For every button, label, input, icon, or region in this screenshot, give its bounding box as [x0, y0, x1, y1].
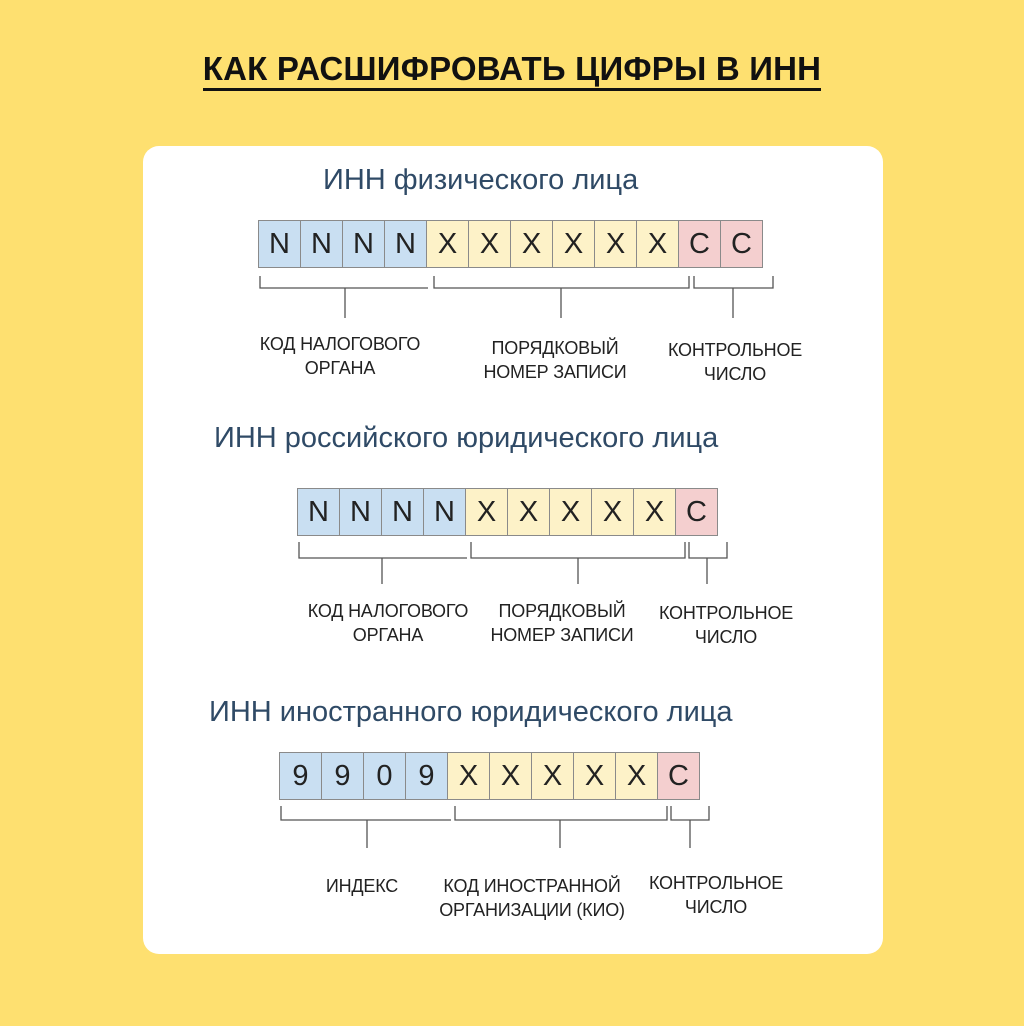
cells-individual [258, 220, 763, 268]
digit-cell-n: N [300, 220, 343, 268]
brace-check-individual [694, 276, 773, 318]
digit-cell-c: C [720, 220, 763, 268]
section-title-individual: ИНН физического лица [323, 164, 639, 196]
brace-index-foreign [281, 806, 451, 848]
label-line: НОМЕР ЗАПИСИ [483, 362, 627, 382]
label-record-russian [490, 599, 633, 647]
digit-cell-x: X [510, 220, 553, 268]
digit-cell-x: X [591, 488, 634, 536]
label-check-individual [668, 338, 802, 386]
digit-cell-x: X [615, 752, 658, 800]
digit-cell-n: 0 [363, 752, 406, 800]
section-title-russian-entity: ИНН российского юридического лица [214, 422, 719, 454]
digit-cell-n: 9 [405, 752, 448, 800]
label-record-individual [483, 336, 626, 384]
digit-cell-x: X [468, 220, 511, 268]
label-line: КОД ИНОСТРАННОЙ [443, 876, 621, 896]
cells-foreign-entity [279, 752, 700, 800]
label-line: ЧИСЛО [694, 627, 758, 647]
brace-check-russian [689, 542, 727, 584]
label-line: ЧИСЛО [684, 897, 748, 917]
brace-record-individual [434, 276, 689, 318]
label-line: ОРГАНА [352, 625, 424, 645]
brace-check-foreign [671, 806, 709, 848]
label-line: ПОРЯДКОВЫЙ [491, 338, 619, 358]
label-line: КОД НАЛОГОВОГО [259, 334, 421, 354]
label-check-russian [659, 601, 793, 649]
label-line: ИНДЕКС [325, 876, 399, 896]
digit-cell-n: N [339, 488, 382, 536]
digit-cell-x: X [465, 488, 508, 536]
label-index-foreign [326, 874, 398, 898]
digit-cell-n: 9 [321, 752, 364, 800]
digit-cell-x: X [426, 220, 469, 268]
label-line: ОРГАНИЗАЦИИ (КИО) [439, 900, 625, 920]
digit-cell-n: N [342, 220, 385, 268]
label-line: КОД НАЛОГОВОГО [307, 601, 469, 621]
digit-cell-x: X [507, 488, 550, 536]
cells-russian-entity [297, 488, 718, 536]
label-line: КОНТРОЛЬНОЕ [648, 873, 784, 893]
label-line: ЧИСЛО [703, 364, 767, 384]
brace-russian-entity [297, 540, 731, 586]
digit-cell-n: N [381, 488, 424, 536]
page-title-text: КАК РАСШИФРОВАТЬ ЦИФРЫ В ИНН [203, 50, 821, 91]
label-line: ПОРЯДКОВЫЙ [498, 601, 626, 621]
digit-cell-x: X [594, 220, 637, 268]
digit-cell-x: X [573, 752, 616, 800]
digit-cell-n: N [258, 220, 301, 268]
digit-cell-c: C [675, 488, 718, 536]
digit-cell-c: C [657, 752, 700, 800]
label-line: КОНТРОЛЬНОЕ [667, 340, 803, 360]
digit-cell-x: X [636, 220, 679, 268]
label-tax-office-russian [308, 599, 468, 647]
label-kio-foreign [439, 874, 625, 922]
inn-card [143, 146, 883, 954]
digit-cell-x: X [447, 752, 490, 800]
brace-tax-office-russian [299, 542, 467, 584]
digit-cell-n: N [423, 488, 466, 536]
digit-cell-n: N [297, 488, 340, 536]
page-title [0, 50, 1024, 88]
digit-cell-x: X [549, 488, 592, 536]
brace-foreign-entity [279, 804, 713, 850]
brace-record-russian [471, 542, 685, 584]
digit-cell-c: C [678, 220, 721, 268]
digit-cell-x: X [552, 220, 595, 268]
label-line: КОНТРОЛЬНОЕ [658, 603, 794, 623]
label-check-foreign [649, 871, 783, 919]
label-tax-office-individual [260, 332, 420, 380]
digit-cell-x: X [531, 752, 574, 800]
digit-cell-n: 9 [279, 752, 322, 800]
digit-cell-x: X [633, 488, 676, 536]
label-line: ОРГАНА [304, 358, 376, 378]
digit-cell-x: X [489, 752, 532, 800]
brace-individual [258, 274, 775, 320]
label-line: НОМЕР ЗАПИСИ [490, 625, 634, 645]
brace-tax-office-individual [260, 276, 428, 318]
digit-cell-n: N [384, 220, 427, 268]
section-title-foreign-entity: ИНН иностранного юридического лица [209, 696, 733, 728]
brace-kio-foreign [455, 806, 667, 848]
